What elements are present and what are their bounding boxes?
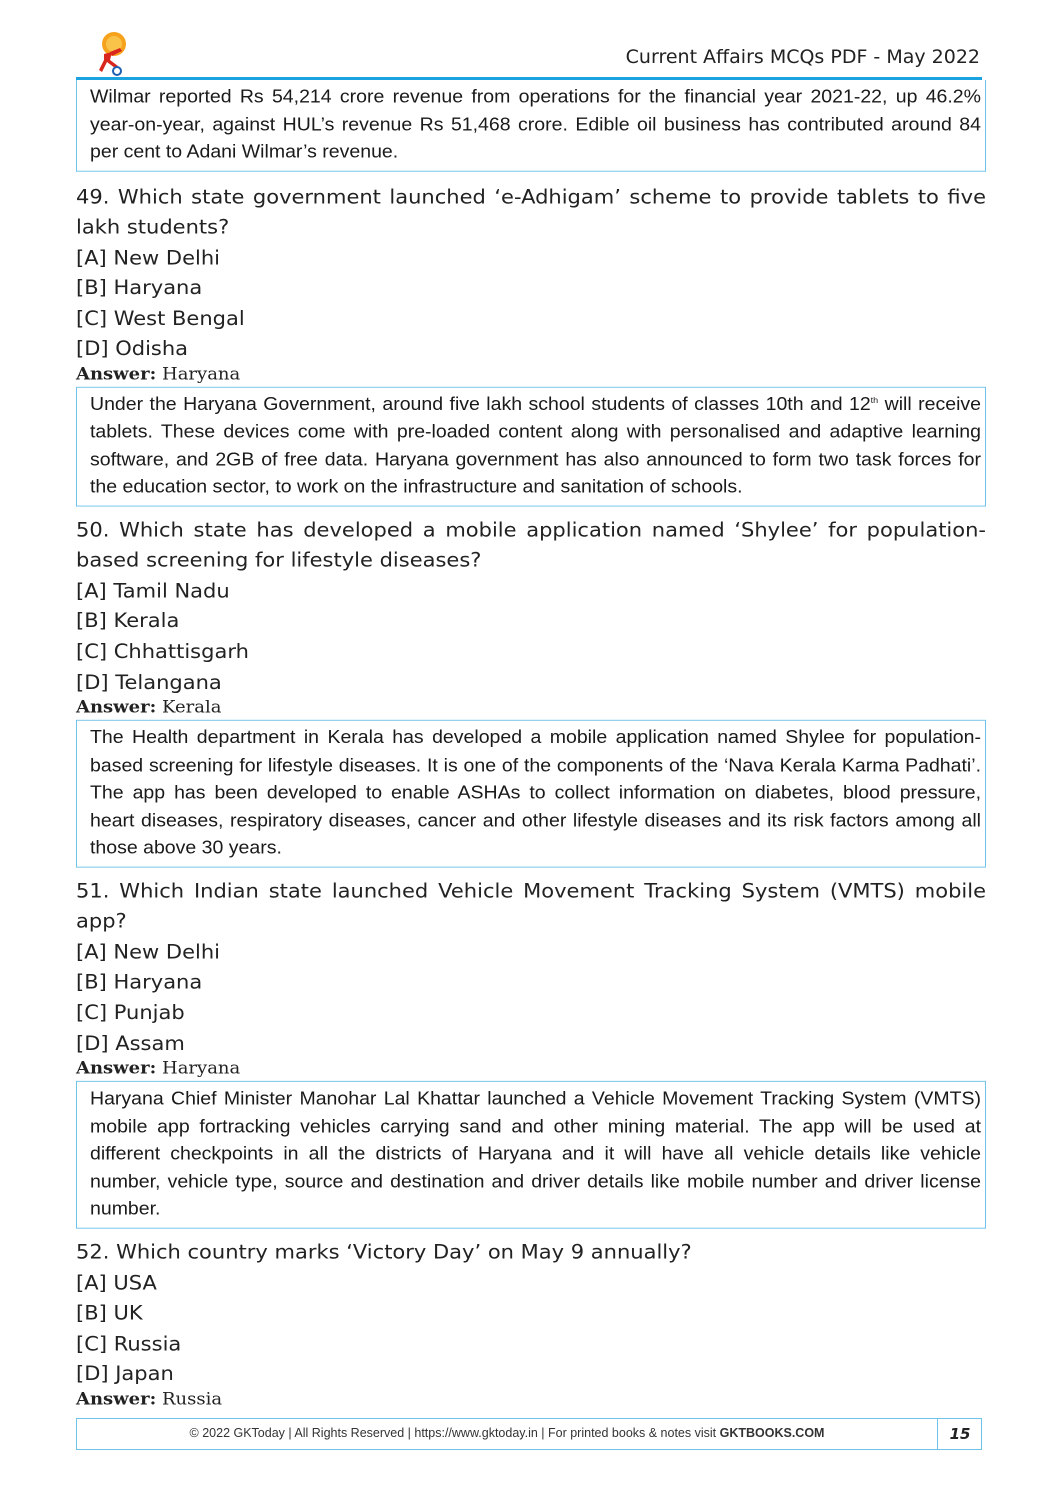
page-footer bbox=[76, 1418, 982, 1450]
option-c: [C] Chhattisgarh bbox=[76, 640, 249, 663]
question-text: 51. Which Indian state launched Vehicle Movement Tracking System (VMTS) mobile app? bbox=[76, 879, 986, 932]
option-d: [D] Japan bbox=[76, 1362, 174, 1386]
answer-label: Answer: bbox=[76, 697, 157, 718]
option-b: [B] Haryana bbox=[76, 276, 203, 299]
intro-explanation-text: Wilmar reported Rs 54,214 crore revenue from operations for the financial year 2021-22, up 46.2% year-on-year, against HUL’s revenue Rs 51,468 crore. Edible oil business has contributed around 84 per cent to Adani Wilmar’s revenue. bbox=[90, 86, 981, 163]
answer-value: Kerala bbox=[162, 697, 222, 718]
explanation-box bbox=[76, 1081, 986, 1228]
intro-explanation-box bbox=[76, 80, 986, 171]
explanation-text: The Health department in Kerala has developed a mobile application named Shylee for population-based screening for lifestyle diseases. It is one of the components of the ‘Nava Kerala Karma Padhati’. The app has been developed to enable ASHAs to collect information on diabetes, blood pressure, heart diseases, respiratory diseases, cancer and other lifestyle diseases and its risk factors among all those above 30 years. bbox=[90, 727, 981, 859]
answer-label: Answer: bbox=[76, 1389, 157, 1410]
question-block bbox=[76, 1237, 986, 1410]
question-text: 49. Which state government launched ‘e-Adhigam’ scheme to provide tablets to five lakh students? bbox=[76, 185, 986, 238]
page-number: 15 bbox=[949, 1425, 971, 1443]
option-d: [D] Assam bbox=[76, 1031, 185, 1055]
option-a: [A] Tamil Nadu bbox=[76, 579, 230, 602]
question-block bbox=[76, 876, 986, 1229]
page-content bbox=[76, 80, 986, 1412]
footer-text bbox=[77, 1426, 937, 1440]
explanation-text-part: Under the Haryana Government, around five lakh school students of classes 10th and 12 bbox=[90, 394, 871, 415]
explanation-box bbox=[76, 387, 986, 507]
answer-value: Haryana bbox=[162, 364, 241, 384]
question-block bbox=[76, 181, 986, 506]
option-b: [B] Kerala bbox=[76, 609, 180, 633]
question-block bbox=[76, 515, 986, 868]
option-a: [A] New Delhi bbox=[76, 940, 220, 963]
explanation-text bbox=[90, 391, 981, 501]
question-text: 50. Which state has developed a mobile application named ‘Shylee’ for population-based screening for lifestyle diseases? bbox=[76, 518, 986, 571]
option-c: [C] Punjab bbox=[76, 1001, 185, 1024]
answer-label: Answer: bbox=[76, 364, 157, 384]
answer-label: Answer: bbox=[76, 1058, 157, 1079]
answer-line bbox=[76, 1059, 986, 1080]
option-a: [A] New Delhi bbox=[76, 246, 220, 269]
explanation-text: Haryana Chief Minister Manohar Lal Khattar launched a Vehicle Movement Tracking System (VMTS) mobile app fortracking vehicles carrying sand and other mining material. The app will be used at different checkpoints in all the districts of Haryana and it will have all vehicle details like vehicle number, vehicle type, source and destination and driver details like mobile number and driver license number. bbox=[90, 1088, 981, 1220]
answer-value: Haryana bbox=[162, 1058, 241, 1079]
header-title: Current Affairs MCQs PDF - May 2022 bbox=[625, 46, 980, 68]
option-b: [B] UK bbox=[76, 1301, 143, 1325]
answer-value: Russia bbox=[162, 1389, 223, 1410]
answer-line bbox=[76, 364, 986, 385]
explanation-text-part: will receive tablets. These devices come with pre-loaded content along with personalised and adaptive learning software, and 2GB of free data. Haryana government has also announced to form two task forces for the education sector, to work on the infrastructure and sanitation of schools. bbox=[90, 394, 981, 498]
gktoday-logo-icon bbox=[90, 30, 134, 78]
question-text: 52. Which country marks ‘Victory Day’ on May 9 annually? bbox=[76, 1240, 692, 1263]
option-c: [C] West Bengal bbox=[76, 307, 245, 330]
footer-copyright: © 2022 GKToday | All Rights Reserved | https://www.gktoday.in | For printed books & notes visit bbox=[189, 1426, 720, 1440]
option-b: [B] Haryana bbox=[76, 970, 203, 994]
explanation-box bbox=[76, 720, 986, 867]
option-d: [D] Telangana bbox=[76, 670, 222, 694]
answer-line bbox=[76, 698, 986, 719]
superscript: th bbox=[870, 395, 879, 405]
option-c: [C] Russia bbox=[76, 1332, 182, 1355]
option-a: [A] USA bbox=[76, 1271, 157, 1294]
footer-brand-link[interactable]: GKTBOOKS.COM bbox=[719, 1426, 825, 1440]
answer-line bbox=[76, 1390, 986, 1411]
option-d: [D] Odisha bbox=[76, 337, 189, 360]
